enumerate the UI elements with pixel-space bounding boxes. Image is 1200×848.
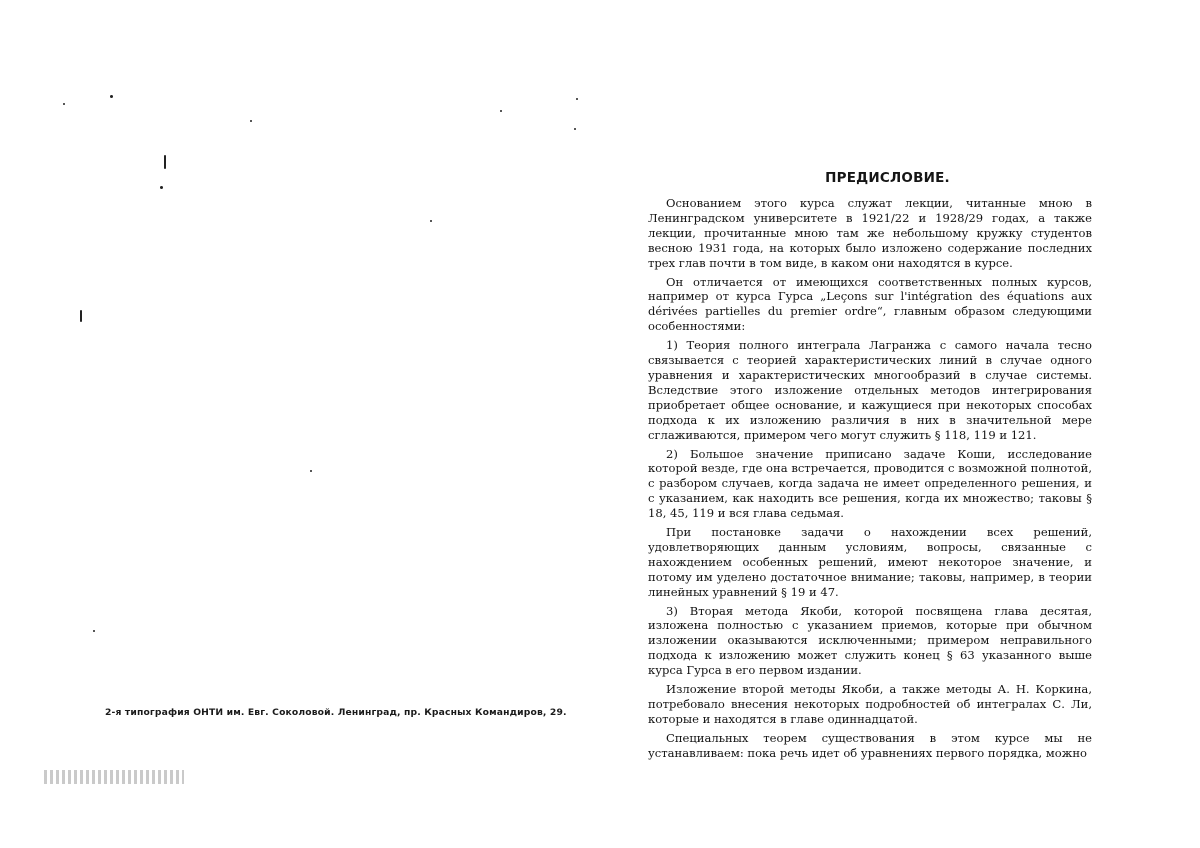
margin-pencil-mark	[44, 770, 184, 784]
paragraph: 3) Вторая метода Якоби, которой посвящена глава десятая, изложена полностью с указанием приемов, которые при обычном изложении оказываются исключенными; примером неправильного подхода к изложению может служить конец § 63 указанного выше курса Гурса в его первом издании.	[648, 603, 1092, 678]
paragraph: 1) Теория полного интеграла Лагранжа с самого начала тесно связывается с теорией характеристических линий в случае одного уравнения и характеристических многообразий в случае системы. Вследствие этого изложение отдельных методов интегрирования приобретает общее основание, и кажущиеся при некоторых способах подхода к их изложению различия в них в значительной мере сглаживаются, примером чего могут служить § 118, 119 и 121.	[648, 338, 1092, 442]
right-page	[600, 0, 1200, 848]
scan-speck	[576, 98, 578, 100]
preface-body	[648, 196, 1092, 765]
paragraph: Основанием этого курса служат лекции, читанные мною в Ленинградском университете в 1921/22 и 1928/29 годах, а также лекции, прочитанные мною там же небольшому кружку студентов весною 1931 года, на которых было изложено содержание последних трех глав почти в том виде, в каком они находятся в курсе.	[648, 196, 1092, 270]
scan-speck	[250, 120, 252, 122]
paragraph: При постановке задачи о нахождении всех решений, удовлетворяющих данным условиям, вопросы, связанные с нахождением особенных решений, имеют некоторое значение, и потому им уделено достаточное внимание; таковы, например, в теории линейных уравнений § 19 и 47.	[648, 525, 1092, 599]
paragraph: Он отличается от имеющихся соответственных полных курсов, например от курса Гурса „Leçons sur l'intégration des équations aux dérivées partielles du premier ordre“, главным образом следующими особенностями:	[648, 274, 1092, 334]
scan-speck	[110, 95, 113, 98]
printer-imprint: 2-я типография ОНТИ им. Евг. Соколовой. Ленинград, пр. Красных Командиров, 29.	[105, 707, 567, 718]
paragraph: Специальных теорем существования в этом курсе мы не устанавливаем: пока речь идет об уравнениях первого порядка, можно	[648, 730, 1092, 760]
paragraph: 2) Большое значение приписано задаче Коши, исследование которой везде, где она встречается, проводится с возможной полнотой, с разбором случаев, когда задача не имеет определенного решения, и с указанием, как находить все решения, когда их множество; таковы § 18, 45, 119 и вся глава седьмая.	[648, 446, 1092, 521]
paragraph: Изложение второй методы Якоби, а также методы А. Н. Коркина, потребовало внесения некоторых подробностей об интегралах С. Ли, которые и находятся в главе одиннадцатой.	[648, 682, 1092, 726]
page-heading: ПРЕДИСЛОВИЕ.	[825, 170, 950, 186]
scan-speck	[430, 220, 432, 222]
scan-speck	[574, 128, 576, 130]
scan-speck	[63, 103, 65, 105]
scan-speck	[164, 155, 166, 169]
scan-speck	[160, 186, 163, 189]
scan-speck	[310, 470, 312, 472]
scan-speck	[80, 310, 82, 322]
scan-speck	[93, 630, 95, 632]
scan-speck	[500, 110, 502, 112]
